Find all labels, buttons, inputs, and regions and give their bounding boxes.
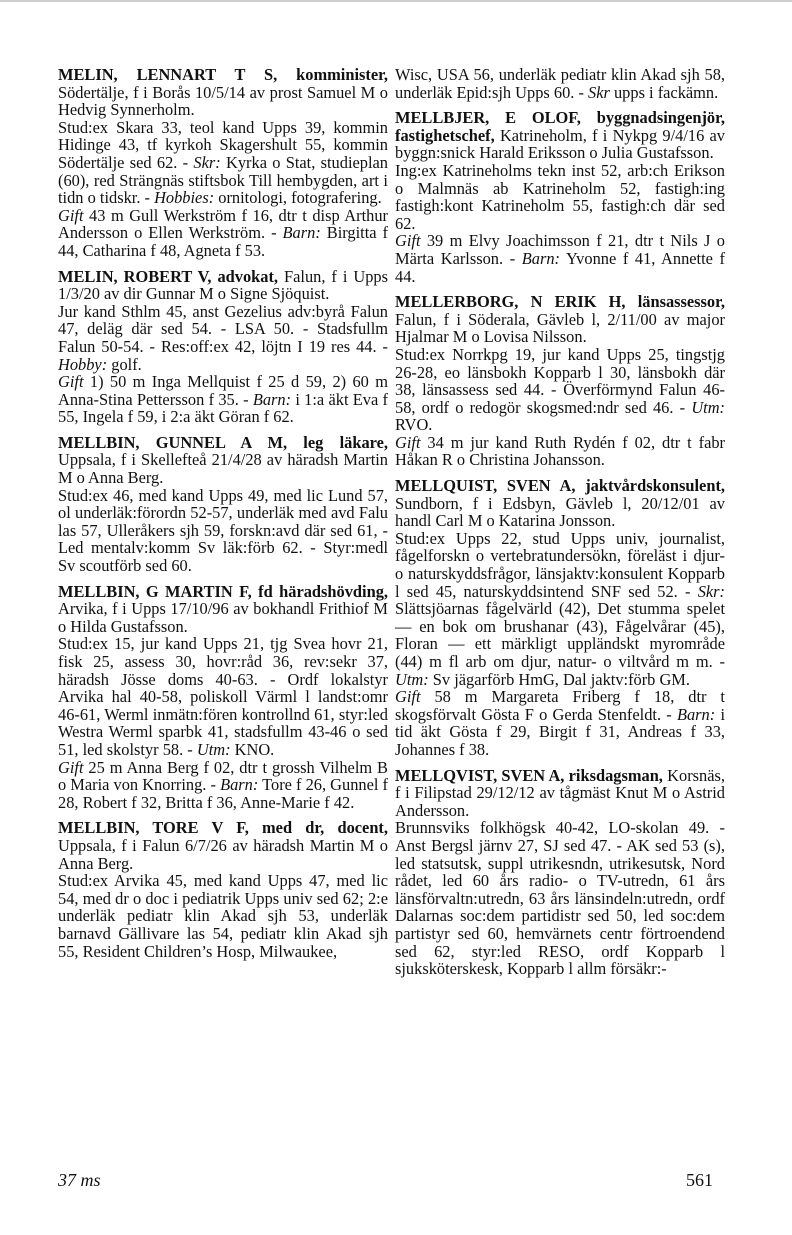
entry-paragraph [395,434,725,469]
entry-text: Arvika, f i Upps 17/10/96 av bokhandl Frithiof M o Hilda Gustafsson. [58,599,388,636]
entry-text: Brunnsviks folkhögsk 40-42, LO-skolan 49. - Anst Bergsl järnv 27, SJ sed 47. - AK sed 53 (s), led statsutsk, suppl utrikesndn, utrikesutsk, Nord rådet, led 60 års radio- o TV-utredn, 61 års länsförvaltn:utredn, 63 års länsindeln:utredn, ordf Dalarnas soc:dem partidistr sed 50, led soc:dem partistyr sed 60, hemvärnets centr förtroendend sed 62, styr:led RESO, ordf Kopparb l sjuksköterskesk, Kopparb l allm försäkr:- [395,818,725,979]
entry-text: i tid äkt Gösta f 29, Birgit f 31, Andreas f 33, Johannes f 38. [395,704,726,759]
entry-text: Yvonne f 41, Annette f 44. [395,248,725,286]
entry-paragraph [58,759,388,812]
entry-paragraph [395,819,725,977]
entry-paragraph [395,293,725,346]
entry-heading: MELLBIN, GUNNEL A M, leg läkare, [58,432,388,452]
entry-text: Stud:ex Arvika 45, med kand Upps 47, med lic 54, med dr o doc i pediatrik Upps univ sed 62; 2:e underläk pediatr klin Akad sjh 53, underläk barnavd Gällivare las 54, pediatr klin Akad sjh 55, Resident Children’s Hosp, Milwaukee, [58,871,388,961]
entry [395,109,725,285]
entry-text: Sv jägarförb HmG, Dal jaktv:förb GM. [428,669,690,689]
entry-text: Jur kand Sthlm 45, anst Gezelius adv:byrå Falun 47, deläg där sed 54. - LSA 50. - Stadsfullm Falun 50-54. - Res:off:ex 42, löjtn I 19 res 44. - [58,301,388,356]
entry-heading: MELIN, LENNART T S, komminister, [58,65,388,84]
entry-text: Stud:ex 46, med kand Upps 49, med lic Lund 57, ol underläk:förordn 52-57, underläk med avd Falu las 57, Ulleråkers sjh 59, forskn:avd där sed 61, - Led mentalv:komm Sv läk:förb 62. - Styr:medl Sv scoutförb sed 60. [58,485,388,576]
italic-label: Skr: [697,581,725,601]
italic-label: Hobbies: [154,188,215,208]
page-number: 561 [686,1170,713,1190]
entry-paragraph [58,583,388,636]
entry [395,66,725,101]
entry-paragraph [58,207,388,260]
italic-label: Barn: [220,775,259,795]
column-left [58,66,388,968]
entry-text: 58 m Margareta Friberg f 18, dtr t skogsförvalt Gösta F o Gerda Stenfeldt. - [395,687,725,724]
entry-text: ornitologi, fotografering. [214,188,382,208]
entry-text: 39 m Elvy Joachimsson f 21, dtr t Nils J o Märta Karlsson. - [395,231,725,268]
entry [58,434,388,575]
printer-signature: 37 ms [58,1170,101,1190]
italic-label: Gift [58,205,84,225]
entry-heading: MELIN, ROBERT V, advokat, [58,266,279,286]
entry-text: RVO. [395,415,433,435]
entry [58,819,388,960]
entry-heading: MELLERBORG, N ERIK H, länsassessor, [395,292,725,312]
entry-text: Slättsjöarnas fågelvärld (42), Det stumma spelet — en bok om brushanar (43), Fågelvårar (45), Floran — ett märkligt uppländskt myrområde (44) m fl arb om djur, natur- o viltvård m m. - [395,599,725,671]
entry [58,66,388,260]
entry-text: Korsnäs, f i Filipstad 29/12/12 av tågmäst Knut M o Astrid Andersson. [395,765,725,820]
entry-paragraph [395,346,725,434]
entry [395,293,725,469]
entry-text: Uppsala, f i Falun 6/7/26 av häradsh Martin M o Anna Berg. [58,835,388,873]
italic-label: Barn: [676,704,716,724]
italic-label: Gift [395,432,421,452]
entry-paragraph [395,688,725,758]
entry-paragraph [395,530,725,688]
italic-label: Hobby: [58,354,108,374]
entry-text: Birgitta f 44, Catharina f 48, Agneta f 53. [58,223,389,260]
entry-text: Stud:ex Upps 22, stud Upps univ, journalist, fågelforskn o vertebratundersökn, föreläst i djur- o naturskyddsfrågor, länsjaktv:konsulent Kopparb l sed 45, naturskyddsintend SNF sed 52. - [395,528,725,601]
entry-paragraph [395,232,725,285]
entry [58,268,388,426]
entry-text: KNO. [230,739,275,759]
entry-paragraph [58,303,388,373]
italic-label: Utm: [395,669,429,689]
entry-text: Stud:ex Norrkpg 19, jur kand Upps 25, tingstjg 26-28, eo länsbokh Kopparb l 30, länsbokh där 38, länsassess sed 44. - Överförmynd Falun 46-58, ordf o redogör skogsmed:ndr sed 46. - [395,344,725,417]
entry-text: Södertälje, f i Borås 10/5/14 av prost Samuel M o Hedvig Synnerholm. [58,82,388,120]
column-right [395,66,725,986]
entry-paragraph [395,66,725,101]
italic-label: Gift [395,231,421,251]
entry-text: Stud:ex Skara 33, teol kand Upps 39, kommin Hidinge 43, tf kyrkoh Skagershult 55, kommin Södertälje sed 62. - [58,117,388,172]
entry-heading: MELLBIN, G MARTIN F, fd häradshövding, [58,581,388,601]
entry-text: 43 m Gull Werkström f 16, dtr t disp Arthur Andersson o Ellen Werkström. - [58,205,388,243]
entry [395,767,725,978]
entry-paragraph [58,819,388,872]
entry-text: Tore f 26, Gunnel f 28, Robert f 32, Britta f 36, Anne-Marie f 42. [58,775,388,812]
entry-paragraph [58,119,388,207]
italic-label: Gift [395,687,421,707]
entry-text: Ing:ex Katrineholms tekn inst 52, arb:ch Erikson o Malmnäs ab Katrineholm 52, fastigh:ing fastigh:kont Katrineholm 55, fastigh:ch där sed 62. [395,160,725,233]
entry-paragraph [395,477,725,530]
italic-label: Skr [588,82,610,102]
entry-paragraph [395,767,725,820]
entry-paragraph [395,162,725,232]
entry-paragraph [58,66,388,119]
italic-label: Utm: [691,397,725,417]
entry-paragraph [58,434,388,487]
entry-paragraph [395,109,725,162]
entry-paragraph [58,268,388,303]
entry-heading: MELLQVIST, SVEN A, riksdagsman, [395,765,663,785]
italic-label: Gift [58,757,84,777]
entry-text: 25 m Anna Berg f 02, dtr t grossh Vilhelm B o Maria von Knorring. - [58,757,388,795]
italic-label: Utm: [196,739,231,759]
entry-text: Katrineholm, f i Nykpg 9/4/16 av byggn:snick Harald Eriksson o Julia Gustafsson. [395,125,725,163]
entry-text: golf. [107,354,142,374]
entry [395,477,725,759]
entry-text: upps i fackämn. [609,82,719,102]
entry-text: i 1:a äkt Eva f 55, Ingela f 59, i 2:a äkt Göran f 62. [58,389,388,427]
entry-text: Kyrka o Stat, studieplan (60), red Strängnäs stiftsbok Till hembygden, art i tidn o tidskr. - [58,152,388,208]
page-top-edge [0,0,792,2]
entry-text: Falun, f i Söderala, Gävleb l, 2/11/00 av major Hjalmar M o Lovisa Nilsson. [395,309,725,347]
entry-text: Stud:ex 15, jur kand Upps 21, tjg Svea hovr 21, fisk 25, assess 30, hovr:råd 36, rev:sekr 37, häradsh Jösse doms 40-63. - Ordf lokalstyr Arvika hal 40-58, poliskoll Värml l landst:omr 46-61, Werml inmätn:fören kontrollnd 61, styr:led Westra Werml sparbk 41, stadsfullm 43-46 o sed 51, led skolstyr 58. - [58,634,388,759]
entry-text: 34 m jur kand Ruth Rydén f 02, dtr t fabr Håkan R o Christina Johansson. [395,432,725,470]
entry-paragraph [58,373,388,426]
entry-text: Wisc, USA 56, underläk pediatr klin Akad sjh 58, underläk Epid:sjh Upps 60. - [395,65,725,102]
entry-text: 1) 50 m Inga Mellquist f 25 d 59, 2) 60 m Anna-Stina Pettersson f 35. - [58,372,388,409]
italic-label: Barn: [282,223,321,243]
italic-label: Barn: [521,248,560,268]
entry [58,583,388,812]
entry-text: Uppsala, f i Skellefteå 21/4/28 av häradsh Martin M o Anna Berg. [58,450,388,488]
italic-label: Gift [58,372,84,392]
entry-heading: MELLQUIST, SVEN A, jaktvårdskonsulent, [395,476,725,496]
entry-paragraph [58,487,388,575]
entry-heading: MELLBJER, E OLOF, byggnadsingenjör, fastighetschef, [395,108,725,145]
italic-label: Skr: [193,152,221,172]
entry-paragraph [58,635,388,758]
entry-heading: MELLBIN, TORE V F, med dr, docent, [58,818,388,838]
entry-text: Sundborn, f i Edsbyn, Gävleb l, 20/12/01 av handl Carl M o Katarina Jonsson. [395,493,725,531]
entry-paragraph [58,872,388,960]
entry-text: Falun, f i Upps 1/3/20 av dir Gunnar M o Signe Sjöquist. [58,266,388,304]
italic-label: Barn: [252,389,292,409]
